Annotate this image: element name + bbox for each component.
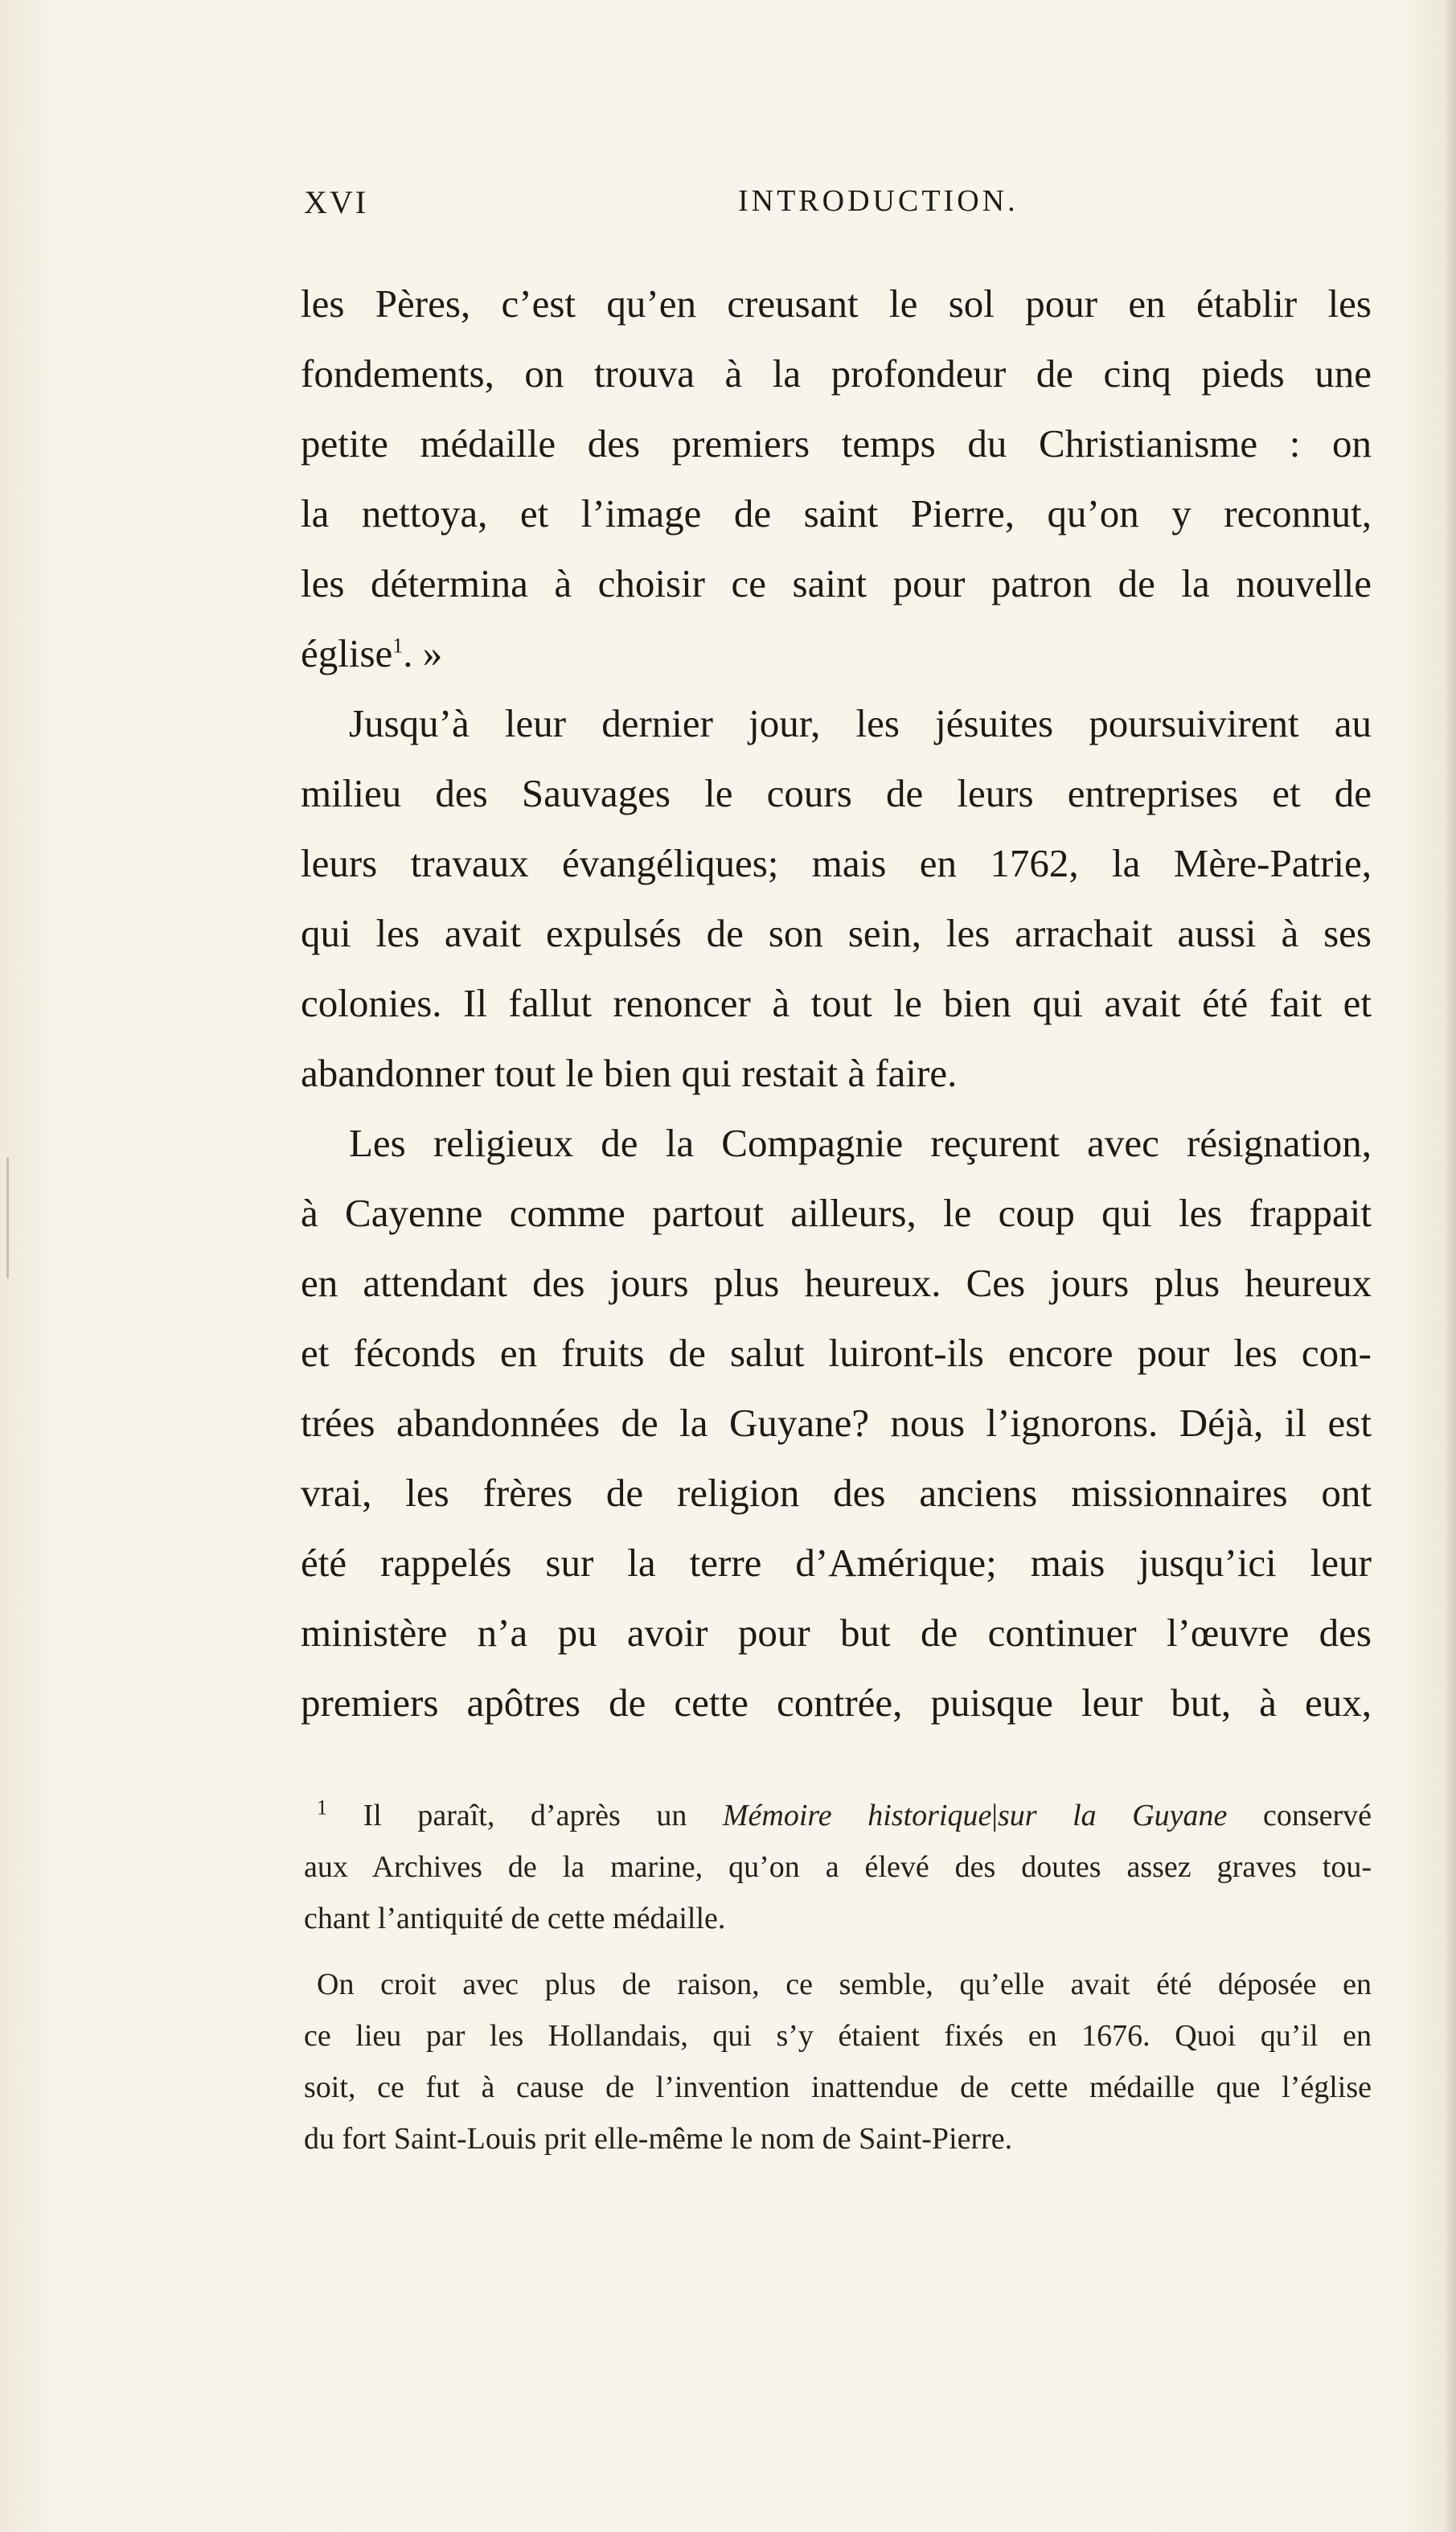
running-head: INTRODUCTION. (738, 184, 1019, 218)
footnote-gap (304, 1944, 1372, 1959)
text-line: ministère n’a pu avoir pour but de continuer l’œuvre des (301, 1611, 1372, 1655)
text-line: les Pères, c’est qu’en creusant le sol pour en établir les (301, 281, 1372, 326)
footnote-line: chant l’antiquité de cette médaille. (304, 1902, 726, 1935)
page-header (304, 183, 1372, 235)
text-line: qui les avait expulsés de son sein, les arrachait aussi à ses (301, 911, 1372, 955)
footnote-reference: 1 (392, 634, 404, 658)
text-line (301, 618, 1372, 688)
text-line: fondements, on trouva à la profondeur de cinq pieds une (301, 351, 1372, 396)
text-line: trées abandonnées de la Guyane? nous l’ignorons. Déjà, il est (301, 1401, 1372, 1445)
footnote-line: aux Archives de la marine, qu’on a élevé des doutes assez graves tou- (304, 1850, 1372, 1884)
text-line: à Cayenne comme partout ailleurs, le coup qui les frappait (301, 1191, 1372, 1235)
text-line: milieu des Sauvages le cours de leurs entreprises et de (301, 771, 1372, 815)
text-line: leurs travaux évangéliques; mais en 1762, la Mère-Patrie, (301, 841, 1372, 885)
text-line: abandonner tout le bien qui restait à faire. (301, 1051, 958, 1095)
text-line: vrai, les frères de religion des anciens missionnaires ont (301, 1471, 1372, 1515)
text-line: et féconds en fruits de salut luiront-ils encore pour les con- (301, 1331, 1372, 1375)
footnotes (304, 1790, 1372, 2165)
paragraph-start-line: Les religieux de la Compagnie reçurent avec résignation, (349, 1121, 1372, 1165)
text-fragment: église (301, 631, 393, 675)
footnote-line: soit, ce fut à cause de l’invention inattendue de cette médaille que l’église (304, 2070, 1372, 2104)
footnote-text: conservé (1263, 1799, 1372, 1832)
footnote-line: On croit avec plus de raison, ce semble, qu’elle avait été déposée en (317, 1968, 1372, 2001)
text-line: été rappelés sur la terre d’Amérique; mais jusqu’ici leur (301, 1541, 1372, 1585)
text-line: en attendant des jours plus heureux. Ces jours plus heureux (301, 1261, 1372, 1305)
footnote-line: du fort Saint-Louis prit elle-même le nom de Saint-Pierre. (304, 2122, 1013, 2156)
footnote-title-italic: Mémoire historique (722, 1799, 992, 1832)
binding-mark (6, 1158, 9, 1278)
footnote-text: Il paraît, d’après un (363, 1799, 687, 1832)
text-line: petite médaille des premiers temps du Christianisme : on (301, 421, 1372, 466)
main-text (301, 269, 1372, 1738)
footnote-line (304, 1790, 1372, 1841)
paragraph-start-line: Jusqu’à leur dernier jour, les jésuites poursuivirent au (349, 701, 1372, 745)
closing-quote: . » (403, 631, 443, 675)
page-number: XVI (304, 184, 369, 220)
footnote-title-italic: sur la Guyane (997, 1799, 1228, 1832)
text-line: les détermina à choisir ce saint pour patron de la nouvelle (301, 561, 1372, 605)
text-line: la nettoya, et l’image de saint Pierre, qu’on y reconnut, (301, 491, 1372, 536)
footnote-bar: | (991, 1799, 998, 1832)
footnote-line: ce lieu par les Hollandais, qui s’y étaient fixés en 1676. Quoi qu’il en (304, 2019, 1372, 2053)
text-line: colonies. Il fallut renoncer à tout le bien qui avait été fait et (301, 981, 1372, 1025)
text-line: premiers apôtres de cette contrée, puisque leur but, à eux, (301, 1680, 1372, 1725)
page-edge-shadow (1445, 0, 1456, 2532)
footnote-marker: 1 (317, 1795, 327, 1820)
